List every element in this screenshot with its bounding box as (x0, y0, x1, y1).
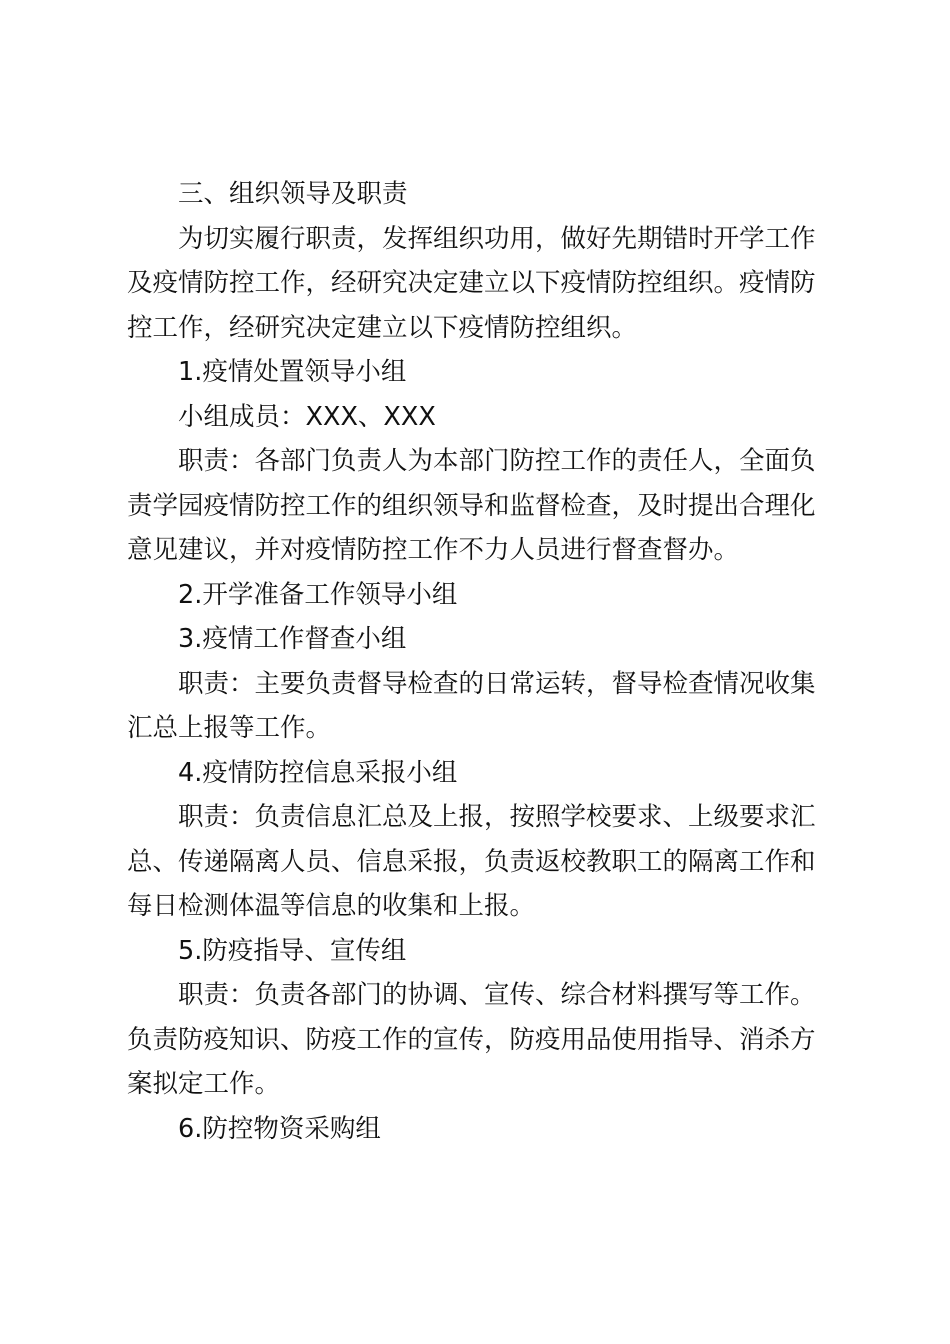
paragraph-line: 总、传递隔离人员、信息采报，负责返校教职工的隔离工作和 (127, 846, 816, 877)
group-title-4: 4.疫情防控信息采报小组 (178, 757, 458, 788)
paragraph-line: 职责：各部门负责人为本部门防控工作的责任人，全面负 (178, 446, 816, 476)
paragraph-line: 控工作，经研究决定建立以下疫情防控组织。 (127, 312, 638, 343)
paragraph-line: 为切实履行职责，发挥组织功用，做好先期错时开学工作 (178, 223, 816, 254)
paragraph-line: 负责防疫知识、防疫工作的宣传，防疫用品使用指导、消杀方 (127, 1024, 816, 1055)
paragraph-line: 及疫情防控工作，经研究决定建立以下疫情防控组织。疫情防 (127, 268, 816, 298)
intro-paragraph (127, 217, 837, 351)
group-duty-5 (127, 973, 837, 1107)
section-heading: 三、组织领导及职责 (178, 179, 408, 209)
group-members-1: 小组成员：XXX、XXX (178, 401, 436, 432)
group-title-1: 1.疫情处置领导小组 (178, 357, 407, 387)
group-duty-4 (127, 795, 837, 929)
paragraph-line: 责学园疫情防控工作的组织领导和监督检查，及时提出合理化 (127, 490, 816, 521)
group-title-2: 2.开学准备工作领导小组 (178, 579, 458, 610)
paragraph-line: 每日检测体温等信息的收集和上报。 (127, 891, 536, 921)
paragraph-line: 职责：主要负责督导检查的日常运转，督导检查情况收集 (178, 668, 816, 699)
group-title-3: 3.疫情工作督查小组 (178, 624, 407, 654)
paragraph-line: 职责：负责各部门的协调、宣传、综合材料撰写等工作。 (178, 980, 816, 1010)
paragraph-line: 意见建议，并对疫情防控工作不力人员进行督查督办。 (127, 535, 740, 565)
document-body (127, 172, 837, 1151)
group-title-6: 6.防控物资采购组 (178, 1113, 381, 1144)
paragraph-line: 汇总上报等工作。 (127, 713, 332, 743)
paragraph-line: 职责：负责信息汇总及上报，按照学校要求、上级要求汇 (178, 802, 816, 832)
group-duty-3 (127, 662, 837, 751)
group-title-5: 5.防疫指导、宣传组 (178, 935, 407, 966)
paragraph-line: 案拟定工作。 (127, 1069, 281, 1099)
group-duty-1 (127, 439, 837, 573)
